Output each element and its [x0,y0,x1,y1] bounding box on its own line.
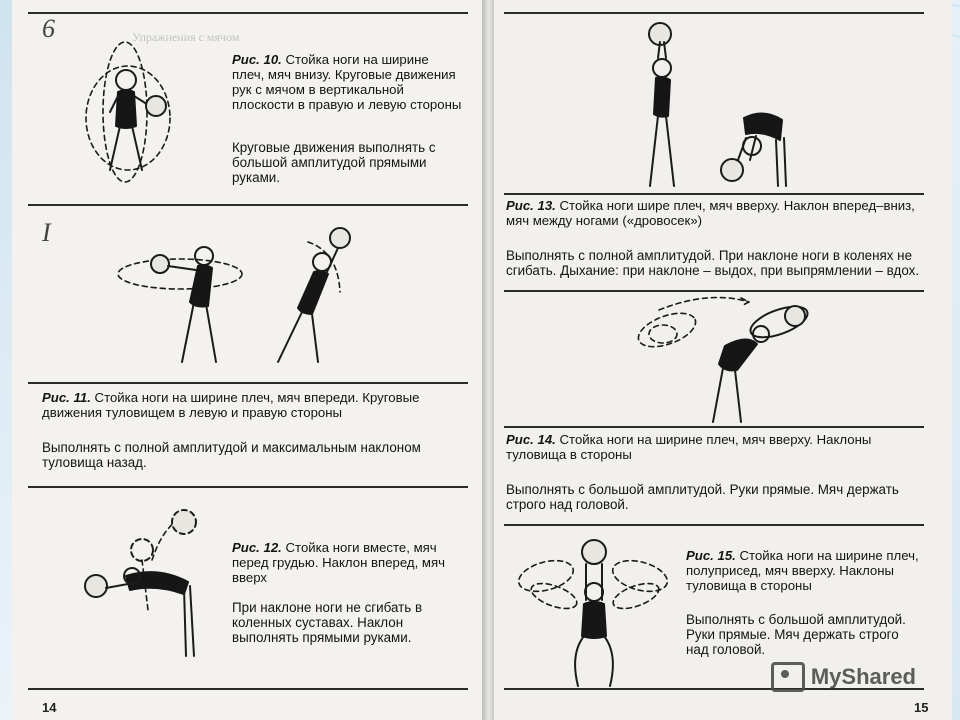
figure-15-illustration [514,530,684,695]
figure-14-title: Рис. 14. [506,432,556,447]
figure-11-caption [42,390,468,420]
figure-10-illustration [70,22,210,202]
figure-10-text: Стойка ноги на ширине плеч, мяч внизу. Круговые движения рук с мячом в вертикальной плоскости в правую и левую стороны [232,52,462,112]
bleed-through-heading: Упражнения с мячом [132,30,240,44]
divider-line [28,382,468,384]
watermark-text: MyShared [810,664,916,689]
figure-14-caption [506,432,926,462]
figure-15-note: Выполнять с большой амплитудой. Руки прямые. Мяч держать строго над головой. [686,612,906,657]
figure-10-note: Круговые движения выполнять с большой амплитудой прямыми руками. [232,140,436,185]
divider-line [28,204,468,206]
divider-line [504,426,924,428]
figure-11-text: Стойка ноги на ширине плеч, мяч впереди. Круговые движения туловищем в левую и правую стороны [42,390,420,420]
figure-11-illustration [108,222,378,377]
page-number: 14 [42,700,57,715]
figure-13-caption [506,198,926,228]
figure-12-title: Рис. 12. [232,540,282,555]
figure-10-caption [232,52,464,112]
figure-13-text: Стойка ноги шире плеч, мяч вверху. Наклон вперед–вниз, мяч между ногами («дровосек») [506,198,915,228]
divider-line [504,193,924,195]
figure-13-title: Рис. 13. [506,198,556,213]
book-spine [482,0,494,720]
divider-line [28,12,468,14]
divider-line [504,12,924,14]
figure-14-illustration [629,290,819,430]
figure-12-illustration [72,500,222,670]
divider-line [28,688,468,690]
divider-line [28,486,468,488]
divider-line [504,524,924,526]
watermark-logo [771,662,916,692]
slideshow-icon [771,662,805,692]
page-number: 15 [914,700,929,715]
book-page-right [494,0,952,720]
figure-13-note: Выполнять с полной амплитудой. При наклоне ноги в коленях не сгибать. Дыхание: при наклоне – выдох, при выпрямлении – вдох. [506,248,920,278]
figure-15-title: Рис. 15. [686,548,736,563]
figure-12-note: При наклоне ноги не сгибать в коленных суставах. Наклон выполнять прямыми руками. [232,600,423,645]
figure-10-title: Рис. 10. [232,52,282,67]
figure-12-caption [232,540,464,585]
figure-15-caption [686,548,924,593]
figure-13-illustration [634,20,804,192]
handwritten-mark: 6 [42,14,55,43]
handwritten-mark: I [42,218,51,247]
figure-11-note: Выполнять с полной амплитудой и максимальным наклоном туловища назад. [42,440,421,470]
figure-14-text: Стойка ноги на ширине плеч, мяч вверху. Наклоны туловища в стороны [506,432,872,462]
figure-12-text: Стойка ноги вместе, мяч перед грудью. Наклон вперед, мяч вверх [232,540,446,585]
book-page-left [12,0,482,720]
figure-11-title: Рис. 11. [42,390,91,405]
figure-15-text: Стойка ноги на ширине плеч, полуприсед, мяч вверху. Наклоны туловища в стороны [686,548,919,593]
figure-14-note: Выполнять с большой амплитудой. Руки прямые. Мяч держать строго над головой. [506,482,899,512]
